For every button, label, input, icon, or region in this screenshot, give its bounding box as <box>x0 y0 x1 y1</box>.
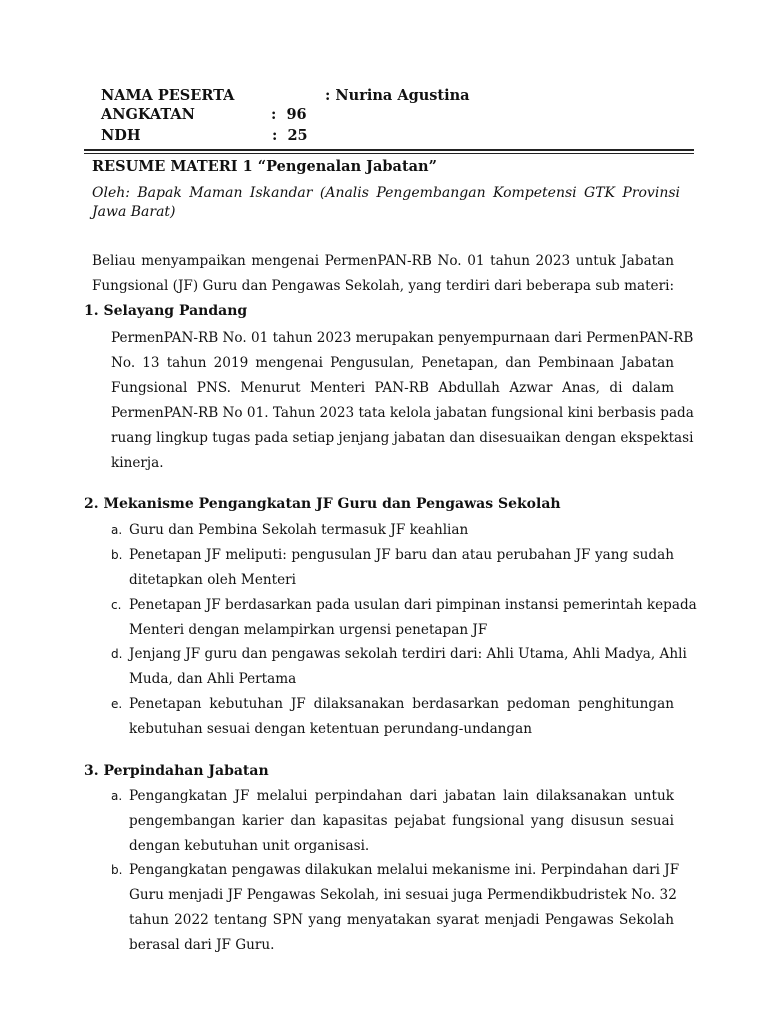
paragraph-line: PermenPAN-RB No 01. Tahun 2023 tata kelola jabatan fungsional kini berbasis pada <box>111 405 694 421</box>
list-item-line: kebutuhan sesuai dengan ketentuan perundang-undangan <box>129 721 532 737</box>
paragraph-line: No. 13 tahun 2019 mengenai Pengusulan, Penetapan, dan Pembinaan Jabatan <box>111 355 674 371</box>
speaker-line: Oleh: Bapak Maman Iskandar (Analis Pengembangan Kompetensi GTK Provinsi Jawa Barat) <box>92 185 680 220</box>
angkatan-label: ANGKATAN <box>101 106 195 123</box>
header-rule-thin <box>84 153 694 154</box>
ndh-label: NDH <box>101 127 141 144</box>
list-marker: b. <box>111 548 123 562</box>
list-item-line: Penetapan JF berdasarkan pada usulan dari pimpinan instansi pemerintah kepada <box>129 597 697 613</box>
list-item-line: Pengangkatan pengawas dilakukan melalui mekanisme ini. Perpindahan dari JF <box>129 862 680 878</box>
section-heading-selayang-pandang: 1. Selayang Pandang <box>84 303 248 319</box>
list-marker: e. <box>111 697 123 711</box>
ndh-value: : 25 <box>272 127 308 144</box>
intro-line: Beliau menyampaikan mengenai PermenPAN-RB No. 01 tahun 2023 untuk Jabatan <box>92 253 674 269</box>
list-item-line: berasal dari JF Guru. <box>129 937 275 953</box>
list-item-line: Penetapan kebutuhan JF dilaksanakan berdasarkan pedoman penghitungan <box>129 696 674 712</box>
header-rule-thick <box>84 149 694 151</box>
list-marker: c. <box>111 598 122 612</box>
paragraph-line: Fungsional PNS. Menurut Menteri PAN-RB Abdullah Azwar Anas, di dalam <box>111 380 674 396</box>
list-item-line: Menteri dengan melampirkan urgensi penetapan JF <box>129 622 488 638</box>
intro-paragraph <box>92 249 674 299</box>
list-marker: b. <box>111 863 123 877</box>
section-heading-mekanisme: 2. Mekanisme Pengangkatan JF Guru dan Pengawas Sekolah <box>84 496 561 512</box>
section-1-paragraph <box>111 326 694 476</box>
list-item-line: Jenjang JF guru dan pengawas sekolah terdiri dari: Ahli Utama, Ahli Madya, Ahli <box>129 646 687 662</box>
page-title: RESUME MATERI 1 “Pengenalan Jabatan” <box>92 158 437 175</box>
list-item-line: dengan kebutuhan unit organisasi. <box>129 838 370 854</box>
nama-peserta-label: NAMA PESERTA <box>101 87 235 104</box>
section-heading-perpindahan: 3. Perpindahan Jabatan <box>84 763 269 779</box>
list-item-line: Pengangkatan JF melalui perpindahan dari jabatan lain dilaksanakan untuk <box>129 788 674 804</box>
paragraph-line: PermenPAN-RB No. 01 tahun 2023 merupakan penyempurnaan dari PermenPAN-RB <box>111 330 694 346</box>
list-item-line: Guru dan Pembina Sekolah termasuk JF keahlian <box>129 522 469 538</box>
paragraph-line: ruang lingkup tugas pada setiap jenjang jabatan dan disesuaikan dengan ekspektasi <box>111 430 694 446</box>
intro-line: Fungsional (JF) Guru dan Pengawas Sekolah, yang terdiri dari beberapa sub materi: <box>92 278 675 294</box>
list-item-line: Guru menjadi JF Pengawas Sekolah, ini sesuai juga Permendikbudristek No. 32 <box>129 887 677 903</box>
nama-peserta-value: : Nurina Agustina <box>325 87 470 104</box>
list-marker: d. <box>111 647 123 661</box>
angkatan-value: : 96 <box>271 106 307 123</box>
paragraph-line: kinerja. <box>111 455 164 471</box>
list-item-line: Penetapan JF meliputi: pengusulan JF baru dan atau perubahan JF yang sudah <box>129 547 674 563</box>
list-item-line: tahun 2022 tentang SPN yang menyatakan syarat menjadi Pengawas Sekolah <box>129 912 674 928</box>
list-item-line: ditetapkan oleh Menteri <box>129 572 296 588</box>
list-item-line: pengembangan karier dan kapasitas pejabat fungsional yang disusun sesuai <box>129 813 674 829</box>
list-marker: a. <box>111 789 123 803</box>
list-marker: a. <box>111 523 123 537</box>
list-item-line: Muda, dan Ahli Pertama <box>129 671 297 687</box>
